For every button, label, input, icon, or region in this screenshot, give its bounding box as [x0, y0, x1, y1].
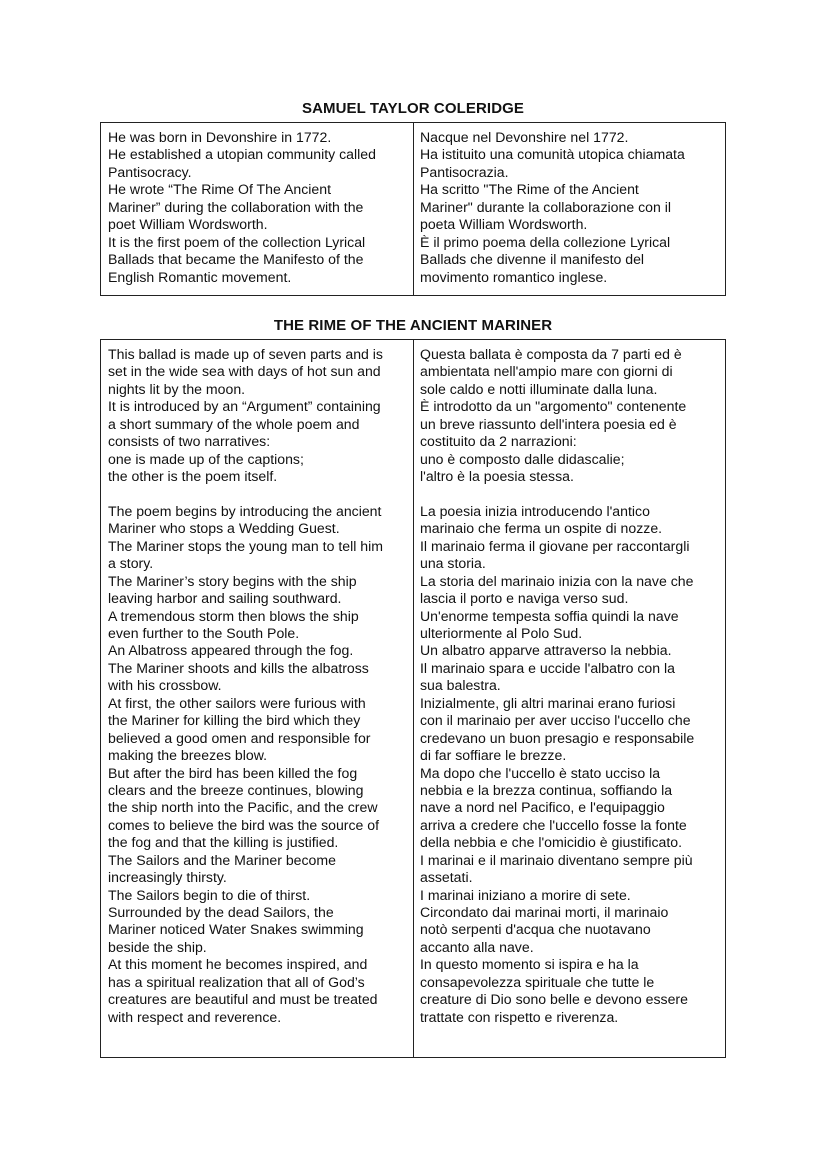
rime-table	[100, 339, 726, 1058]
section-title-rime: THE RIME OF THE ANCIENT MARINER	[273, 317, 553, 334]
text-line: uno è composto dalle didascalie;	[420, 450, 625, 467]
text-line: The Mariner’s story begins with the ship	[108, 572, 357, 589]
text-line: di far soffiare le brezze.	[420, 747, 567, 764]
text-line: Surrounded by the dead Sailors, the	[108, 904, 334, 920]
text-line: Mariner” during the collaboration with the	[108, 198, 364, 215]
text-line: making the breezes blow.	[108, 747, 268, 764]
text-line: Inizialmente, gli altri marinai erano furiosi	[420, 694, 676, 711]
text-line: leaving harbor and sailing southward.	[108, 590, 342, 607]
text-line: comes to believe the bird was the source of	[108, 816, 380, 833]
text-line: In questo momento si ispira e ha la	[420, 956, 639, 973]
text-line: An Albatross appeared through the fog.	[108, 642, 354, 659]
text-line: consists of two narratives:	[108, 433, 271, 450]
text-line: At this moment he becomes inspired, and	[108, 956, 368, 973]
text-line: La poesia inizia introducendo l'antico	[420, 502, 650, 519]
text-line: It is introduced by an “Argument” containing	[108, 398, 381, 415]
text-line: creature di Dio sono belle e devono essere	[420, 991, 688, 1008]
text-line: Circondato dai marinai morti, il marinaio	[420, 904, 669, 920]
text-line: But after the bird has been killed the fog	[108, 764, 358, 781]
text-line: set in the wide sea with days of hot sun and	[108, 363, 381, 380]
text-line: della nebbia e che l'omicidio è giustificato.	[420, 834, 683, 851]
text-line: poet William Wordsworth.	[108, 216, 268, 233]
text-line: Pantisocracy.	[108, 163, 192, 180]
text-line: Ballads che divenne il manifesto del	[420, 251, 645, 268]
text-line: Mariner noticed Water Snakes swimming	[108, 921, 364, 938]
text-line: nebbia e la brezza continua, soffiando la	[420, 781, 673, 798]
text-line: sole caldo e notti illuminate dalla luna.	[420, 380, 658, 397]
text-line: Ballads that became the Manifesto of the	[108, 251, 364, 268]
text-line: with his crossbow.	[108, 677, 222, 694]
text-line: La storia del marinaio inizia con la nave che	[420, 572, 694, 589]
rime-english-column	[101, 340, 414, 1057]
text-line: accanto alla nave.	[420, 938, 534, 955]
text-line: Mariner" durante la collaborazione con il	[420, 198, 671, 215]
text-line: the Mariner for killing the bird which they	[108, 712, 361, 729]
text-line: È introdotto da un "argomento" contenente	[420, 398, 687, 415]
coleridge-table	[100, 122, 726, 296]
text-line: beside the ship.	[108, 938, 207, 955]
text-line: Ma dopo che l'uccello è stato ucciso la	[420, 764, 661, 781]
text-line: It is the first poem of the collection Lyrical	[108, 233, 366, 250]
text-line: Questa ballata è composta da 7 parti ed è	[420, 346, 682, 362]
text-line: costituito da 2 narrazioni:	[420, 433, 577, 450]
text-line: notò serpenti d'acqua che nuotavano	[420, 921, 651, 938]
text-line	[420, 486, 718, 503]
text-line: un breve riassunto dell'intera poesia ed è	[420, 415, 677, 432]
text-line: a story.	[108, 555, 154, 572]
text-line: Un'enorme tempesta soffia quindi la nave	[420, 607, 679, 624]
text-line	[108, 486, 407, 503]
text-line: Nacque nel Devonshire nel 1772.	[420, 129, 629, 145]
coleridge-italian-column	[414, 123, 724, 295]
text-line: nights lit by the moon.	[108, 380, 246, 397]
text-line: ulteriormente al Polo Sud.	[420, 625, 583, 641]
rime-italian-column	[414, 340, 724, 1057]
text-line: l'altro è la poesia stessa.	[420, 468, 574, 485]
text-line: arriva a credere che l'uccello fosse la fonte	[420, 816, 687, 833]
text-line: He wrote “The Rime Of The Ancient	[108, 181, 331, 198]
text-line: trattate con rispetto e riverenza.	[420, 1008, 619, 1025]
text-line: one is made up of the captions;	[108, 450, 304, 467]
coleridge-english-column	[101, 123, 414, 295]
text-line: has a spiritual realization that all of God’s	[108, 973, 365, 990]
text-line: English Romantic movement.	[108, 268, 292, 285]
text-line: He established a utopian community called	[108, 146, 376, 163]
text-line: consapevolezza spirituale che tutte le	[420, 973, 655, 990]
text-line: The Sailors and the Mariner become	[108, 851, 336, 868]
text-line: A tremendous storm then blows the ship	[108, 607, 359, 624]
text-line: I marinai e il marinaio diventano sempre più	[420, 851, 693, 868]
text-line: con il marinaio per aver ucciso l'uccello che	[420, 712, 691, 729]
text-line: a short summary of the whole poem and	[108, 415, 360, 432]
text-line: The Sailors begin to die of thirst.	[108, 886, 311, 903]
text-line: I marinai iniziano a morire di sete.	[420, 886, 631, 903]
text-line: assetati.	[420, 869, 473, 886]
text-line: marinaio che ferma un ospite di nozze.	[420, 520, 663, 537]
text-line: È il primo poema della collezione Lyrical	[420, 233, 671, 250]
text-line: creatures are beautiful and must be treated	[108, 991, 378, 1008]
text-line: una storia.	[420, 555, 486, 572]
text-line: poeta William Wordsworth.	[420, 216, 588, 233]
text-line: increasingly thirsty.	[108, 869, 227, 886]
text-line: This ballad is made up of seven parts and is	[108, 346, 383, 362]
text-line: sua balestra.	[420, 677, 501, 694]
text-line: the other is the poem itself.	[108, 468, 278, 485]
text-line: believed a good omen and responsible for	[108, 729, 371, 746]
text-line: nave a nord nel Pacifico, e l'equipaggio	[420, 799, 665, 816]
text-line: He was born in Devonshire in 1772.	[108, 129, 332, 145]
text-line: The poem begins by introducing the ancient	[108, 502, 382, 519]
text-line: the fog and that the killing is justified.	[108, 834, 339, 851]
text-line: Mariner who stops a Wedding Guest.	[108, 520, 340, 537]
text-line: Ha scritto "The Rime of the Ancient	[420, 181, 639, 198]
text-line: Un albatro apparve attraverso la nebbia.	[420, 642, 672, 659]
text-line: clears and the breeze continues, blowing	[108, 781, 364, 798]
text-line: ambientata nell'ampio mare con giorni di	[420, 363, 673, 380]
text-line: Il marinaio ferma il giovane per raccontargli	[420, 537, 690, 554]
text-line: movimento romantico inglese.	[420, 268, 608, 285]
text-line: credevano un buon presagio e responsabile	[420, 729, 695, 746]
text-line: the ship north into the Pacific, and the crew	[108, 799, 378, 816]
text-line: Ha istituito una comunità utopica chiamata	[420, 146, 685, 163]
text-line: Pantisocrazia.	[420, 163, 509, 180]
text-line: The Mariner shoots and kills the albatross	[108, 659, 369, 676]
text-line: At first, the other sailors were furious with	[108, 694, 366, 711]
text-line: lascia il porto e naviga verso sud.	[420, 590, 629, 607]
text-line: Il marinaio spara e uccide l'albatro con la	[420, 659, 675, 676]
text-line: even further to the South Pole.	[108, 625, 300, 641]
section-title-coleridge: SAMUEL TAYLOR COLERIDGE	[301, 100, 525, 117]
text-line: The Mariner stops the young man to tell him	[108, 537, 383, 554]
text-line: with respect and reverence.	[108, 1008, 282, 1025]
